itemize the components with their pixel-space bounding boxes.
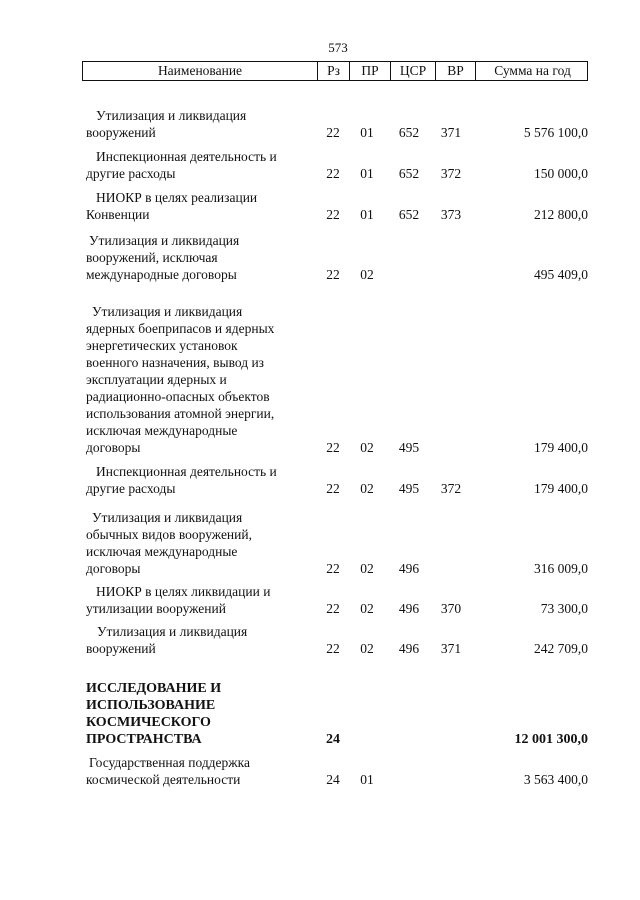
table-row	[0, 754, 640, 788]
row-sum: 5 576 100,0	[523, 125, 588, 140]
row-rz: 22	[326, 166, 340, 181]
header-rz: Рз	[317, 62, 349, 80]
row-pr: 02	[360, 601, 374, 616]
row-name-line: Утилизация и ликвидация	[92, 510, 243, 525]
row-vr: 372	[440, 481, 462, 496]
row-csr: 496	[398, 641, 420, 656]
row-pr: 01	[360, 166, 374, 181]
row-name-line: Инспекционная деятельность и	[96, 149, 277, 164]
page-number: 573	[328, 40, 348, 55]
row-name-line: вооружений	[86, 125, 156, 140]
row-csr: 496	[398, 561, 420, 576]
row-csr: 652	[398, 166, 420, 181]
row-name-line: международные договоры	[86, 267, 237, 282]
row-pr: 01	[360, 125, 374, 140]
row-name-line: НИОКР в целях реализации	[96, 190, 258, 205]
row-sum: 73 300,0	[540, 601, 588, 616]
row-pr: 02	[360, 641, 374, 656]
row-rz: 24	[326, 772, 340, 787]
table-row	[0, 583, 640, 617]
row-sum: 3 563 400,0	[523, 772, 588, 787]
row-name	[86, 509, 326, 577]
table-row	[0, 303, 640, 456]
row-sum: 179 400,0	[534, 481, 588, 496]
row-rz: 22	[326, 125, 340, 140]
table-row	[0, 107, 640, 141]
row-name-line: вооружений, исключая	[86, 250, 218, 265]
row-vr: 370	[440, 601, 462, 616]
table-row	[0, 623, 640, 657]
table-header	[82, 61, 588, 81]
row-name-line: Государственная поддержка	[89, 755, 250, 770]
row-name-line: Утилизация и ликвидация	[96, 108, 247, 123]
row-csr: 652	[398, 125, 420, 140]
table-row	[0, 148, 640, 182]
row-name	[86, 680, 326, 748]
row-rz: 22	[326, 481, 340, 496]
row-name	[86, 583, 326, 617]
row-name	[86, 148, 326, 182]
row-name	[86, 754, 326, 788]
row-name-line: КОСМИЧЕСКОГО	[86, 715, 211, 730]
table-row	[0, 463, 640, 497]
row-vr: 371	[440, 125, 462, 140]
header-name: Наименование	[157, 63, 243, 78]
row-pr: 01	[360, 772, 374, 787]
row-vr: 372	[440, 166, 462, 181]
row-name	[86, 107, 326, 141]
row-name-line: НИОКР в целях ликвидации и	[96, 584, 271, 599]
row-rz: 22	[326, 641, 340, 656]
row-csr: 652	[398, 207, 420, 222]
row-vr: 373	[440, 207, 462, 222]
row-name-line: другие расходы	[86, 481, 176, 496]
row-name-line: эксплуатации ядерных и	[86, 372, 227, 387]
row-sum: 12 001 300,0	[514, 732, 588, 747]
row-name-line: Инспекционная деятельность и	[96, 464, 277, 479]
row-name	[86, 623, 326, 657]
header-pr: ПР	[349, 62, 390, 80]
row-sum: 316 009,0	[534, 561, 588, 576]
row-name-line: энергетических установок	[86, 338, 238, 353]
row-name-line: договоры	[86, 561, 141, 576]
row-name-line: радиационно-опасных объектов	[86, 389, 270, 404]
header-vr: ВР	[435, 62, 475, 80]
table-row	[0, 232, 640, 283]
row-name-line: ПРОСТРАНСТВА	[86, 732, 202, 747]
row-name-line: использования атомной энергии,	[86, 406, 275, 421]
table-row	[0, 189, 640, 223]
row-rz: 22	[326, 267, 340, 282]
row-sum: 150 000,0	[534, 166, 588, 181]
row-name-line: договоры	[86, 440, 141, 455]
row-name-line: ИСПОЛЬЗОВАНИЕ	[86, 698, 216, 713]
row-rz: 22	[326, 601, 340, 616]
row-pr: 02	[360, 440, 374, 455]
row-name-line: ИССЛЕДОВАНИЕ И	[86, 681, 222, 696]
header-sum: Сумма на год	[475, 62, 589, 80]
row-name-line: военного назначения, вывод из	[86, 355, 265, 370]
row-name-line: исключая международные	[86, 544, 238, 559]
row-rz: 22	[326, 207, 340, 222]
row-name	[86, 303, 326, 456]
row-pr: 01	[360, 207, 374, 222]
table-row	[0, 680, 640, 748]
row-sum: 212 800,0	[534, 207, 588, 222]
row-name-line: утилизации вооружений	[86, 601, 226, 616]
row-pr: 02	[360, 481, 374, 496]
row-rz: 22	[326, 561, 340, 576]
row-csr: 495	[398, 440, 420, 455]
row-vr: 371	[440, 641, 462, 656]
row-name	[86, 189, 326, 223]
row-name-line: Утилизация и ликвидация	[89, 233, 240, 248]
row-name	[86, 232, 326, 283]
row-pr: 02	[360, 267, 374, 282]
row-name-line: обычных видов вооружений,	[86, 527, 252, 542]
table-row	[0, 509, 640, 577]
header-csr: ЦСР	[390, 62, 435, 80]
row-sum: 242 709,0	[534, 641, 588, 656]
row-csr: 496	[398, 601, 420, 616]
row-csr: 495	[398, 481, 420, 496]
row-sum: 495 409,0	[534, 267, 588, 282]
row-sum: 179 400,0	[534, 440, 588, 455]
row-rz: 24	[326, 732, 340, 747]
row-name-line: другие расходы	[86, 166, 176, 181]
row-pr: 02	[360, 561, 374, 576]
row-name	[86, 463, 326, 497]
row-name-line: исключая международные	[86, 423, 238, 438]
row-name-line: Конвенции	[86, 207, 150, 222]
row-name-line: ядерных боеприпасов и ядерных	[86, 321, 275, 336]
row-name-line: Утилизация и ликвидация	[92, 304, 243, 319]
row-name-line: вооружений	[86, 641, 156, 656]
row-name-line: космической деятельности	[86, 772, 241, 787]
row-rz: 22	[326, 440, 340, 455]
row-name-line: Утилизация и ликвидация	[97, 624, 248, 639]
